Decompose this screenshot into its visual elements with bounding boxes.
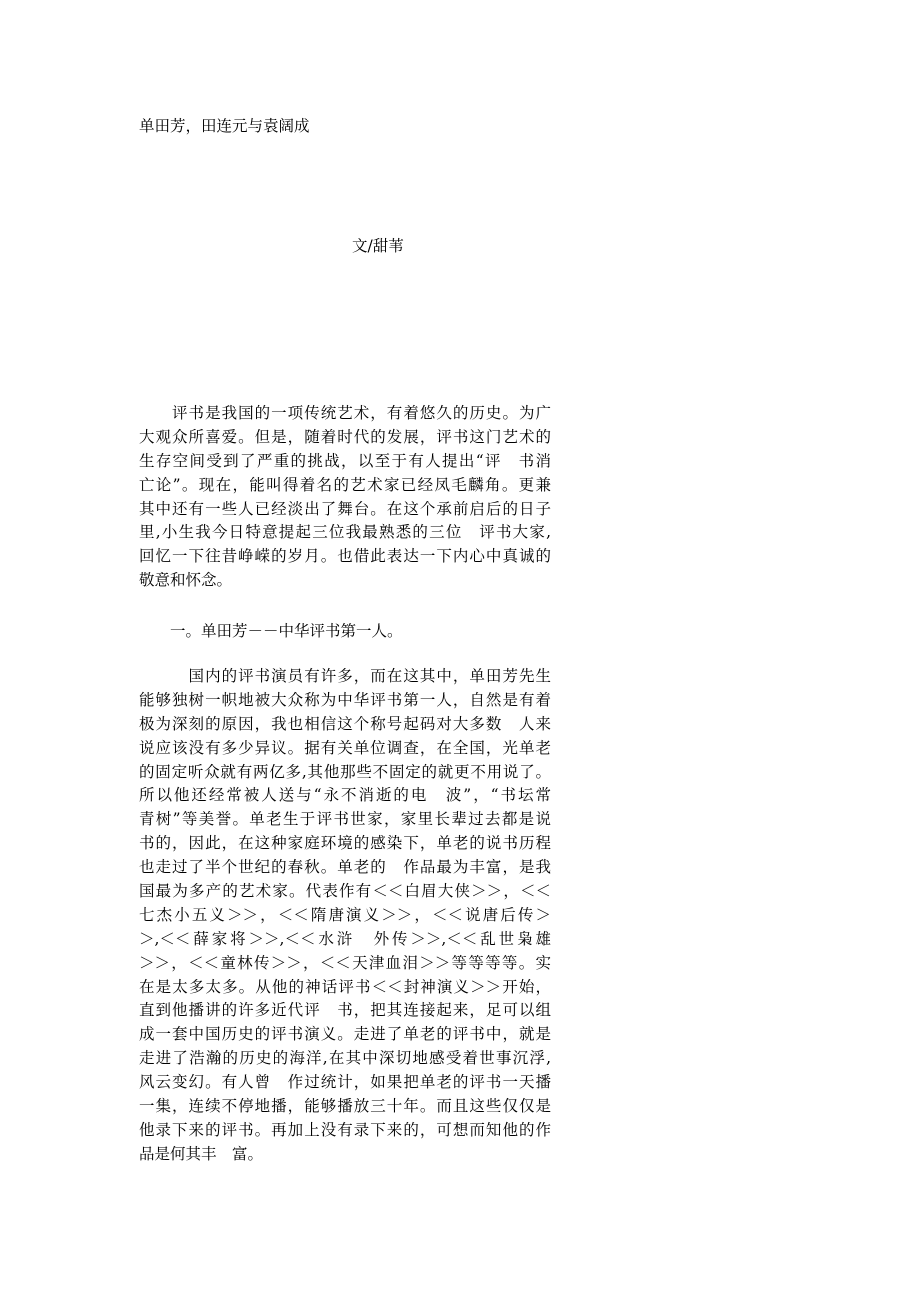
text-line: ＞＞，＜＜童林传＞＞，＜＜天津血泪＞＞等等等等。实 [139, 953, 551, 972]
text-line: 也走过了半个世纪的春秋。单老的 作品最为丰富，是我 [139, 858, 551, 877]
section-heading-text: 一。单田芳－－中华评书第一人。 [139, 622, 403, 640]
text-line: 能够独树一帜地被大众称为中华评书第一人，自然是有着 [139, 690, 551, 709]
text-line: ＞,＜＜薛家将＞＞,＜＜水浒 外传＞＞,＜＜乱世枭雄 [139, 929, 551, 948]
text-line: 大观众所喜爱。但是，随着时代的发展，评书这门艺术的 [139, 427, 551, 446]
text-line: 国最为多产的艺术家。代表作有＜＜白眉大侠＞＞，＜＜ [139, 882, 551, 901]
text-line: 品是何其丰 富。 [139, 1144, 264, 1163]
text-line: 回忆一下往昔峥嵘的岁月。也借此表达一下内心中真诚的 [139, 547, 551, 566]
paragraph-intro [139, 402, 551, 593]
text-line: 的固定听众就有两亿多,其他那些不固定的就更不用说了。 [139, 762, 551, 781]
text-line: 国内的评书演员有许多，而在这其中，单田芳先生 [139, 667, 551, 685]
text-line: 七杰小五义＞＞，＜＜隋唐演义＞＞，＜＜说唐后传＞ [139, 905, 551, 924]
text-line: 在是太多太多。从他的神话评书＜＜封神演义＞＞开始， [139, 977, 551, 996]
text-line: 生存空间受到了严重的挑战，以至于有人提出“评 书消 [139, 451, 551, 470]
text-line: 评书是我国的一项传统艺术，有着悠久的历史。为广 [139, 404, 551, 422]
text-line: 风云变幻。有人曾 作过统计，如果把单老的评书一天播 [139, 1073, 551, 1092]
text-line: 走进了浩瀚的历史的海洋,在其中深切地感受着世事沉浮, [139, 1049, 551, 1068]
text-line: 他录下来的评书。再加上没有录下来的，可想而知他的作 [139, 1120, 551, 1139]
text-line: 一集，连续不停地播，能够播放三十年。而且这些仅仅是 [139, 1097, 551, 1116]
section-heading [139, 620, 551, 644]
text-line: 亡论”。现在，能叫得着名的艺术家已经凤毛麟角。更兼 [139, 475, 551, 494]
text-line: 青树”等美誉。单老生于评书世家，家里长辈过去都是说 [139, 810, 551, 829]
text-line: 直到他播讲的许多近代评 书，把其连接起来，足可以组 [139, 1001, 551, 1020]
text-line: 所以他还经常被人送与“永不消逝的电 波”，“书坛常 [139, 786, 551, 805]
paragraph-section-1 [139, 665, 551, 1167]
text-line: 书的，因此，在这种家庭环境的感染下，单老的说书历程 [139, 834, 551, 853]
text-line: 极为深刻的原因，我也相信这个称号起码对大多数 人来 [139, 714, 551, 733]
text-line: 里,小生我今日特意提起三位我最熟悉的三位 评书大家, [139, 523, 551, 542]
text-line: 说应该没有多少异议。据有关单位调查，在全国，光单老 [139, 738, 551, 757]
text-line: 其中还有一些人已经淡出了舞台。在这个承前启后的日子 [139, 499, 551, 518]
text-line: 成一套中国历史的评书演义。走进了单老的评书中，就是 [139, 1025, 551, 1044]
document-title: 单田芳，田连元与袁阔成 [139, 117, 310, 135]
text-line: 敬意和怀念。 [139, 571, 233, 590]
document-author: 文/甜苇 [352, 237, 404, 255]
